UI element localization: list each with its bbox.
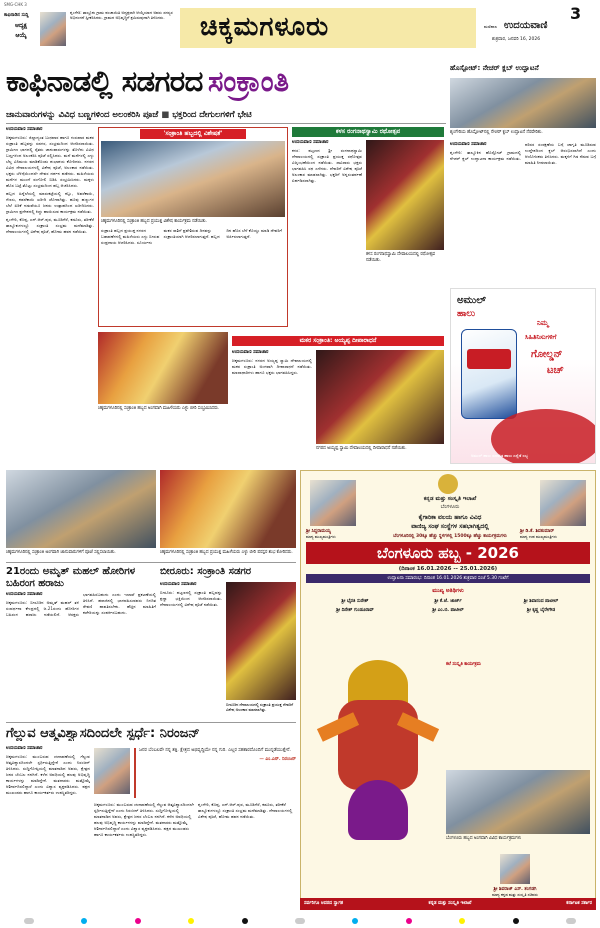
bottom-headline: ಗೆಲ್ಲುವ ಆತ್ಮವಿಶ್ವಾಸದಿಂದಲೇ ಸ್ಪರ್ಧೆ: ನಿರಂಜನ್	[6, 726, 200, 741]
amul-tagline-3: ಗೋಲ್ಡನ್	[531, 349, 563, 360]
amul-ad	[450, 288, 596, 464]
guest-list	[306, 598, 590, 613]
amul-tagline-4: ಟಚ್	[547, 365, 564, 376]
amul-tagline-1: ನಿಮ್ಮ	[537, 319, 549, 327]
amul-brand: ಅಮುಲ್	[457, 295, 486, 306]
portrait-photo	[40, 12, 66, 46]
event-footer-right: ಕರ್ನಾಟಕ ಸರ್ಕಾರ	[566, 901, 592, 906]
minister-title: ಮಾನ್ಯ ಕನ್ನಡ ಮತ್ತು ಸಂಸ್ಕೃತಿ ಸಚಿವರು	[492, 892, 538, 897]
date-line: ಶುಕ್ರವಾರ, ಜನವರಿ 16, 2026	[492, 37, 541, 42]
festival-dates: (ದಿನಾಂಕ 16.01.2026 -- 25.01.2026)	[398, 566, 498, 572]
event-photo-caption2: ಕಲೆ ಸಂಸ್ಕೃತಿ ಕಾರ್ಯಕ್ರಮ	[446, 662, 481, 667]
dcm-photo	[540, 480, 586, 526]
amul-pack-red	[467, 349, 511, 369]
box-body: ಸಂಕ್ರಾಂತಿ ಹಬ್ಬದ ಪ್ರಯುಕ್ತ ನಗರದ ಬಡಾವಣೆಗಳಲ್ಲಿ ಮಹಿಳೆಯರು ಎಳ್ಳು ಬೀರುವ ಸಂಪ್ರದಾಯ ಆಚರಿಸಿದರು. ಸೂರ್ಯನು ಮಕರ ರಾಶಿಗೆ ಪ್ರವೇಶಿಸುವ ದಿನವನ್ನು ಸಂಕ್ರಾಂತಿಯಾಗಿ ಆಚರಿಸಲಾಗುತ್ತದೆ. ಹಬ್ಬದ ದಿನ ಹೊಸ ಬೆಳೆ ಕೊಯ್ಲು ಮಾಡಿ ದೇವರಿಗೆ ಅರ್ಪಿಸಲಾಗುತ್ತದೆ.	[101, 228, 282, 245]
bottom-byline: ಉದಯವಾಣಿ ಸಮಾಚಾರ	[6, 746, 43, 751]
biruru-body: ಬೀರೂರು: ಪಟ್ಟಣದಲ್ಲಿ ಸಂಕ್ರಾಂತಿ ಹಬ್ಬವನ್ನು ಶ್ರದ್ಧಾ ಭಕ್ತಿಯಿಂದ ಆಚರಿಸಲಾಯಿತು. ದೇವಾಲಯಗಳಲ್ಲಿ ವಿಶೇಷ ಪೂಜೆ ನಡೆಯಿತು.	[160, 590, 222, 607]
registration-marks	[0, 914, 600, 928]
event-footer-mid: ಕನ್ನಡ ಮತ್ತು ಸಂಸ್ಕೃತಿ ಇಲಾಖೆ	[428, 901, 472, 906]
edition-code: SMG-CHK 3	[4, 2, 27, 7]
event-org4: ವಾಣಿಜ್ಯ ಸಂಘ ಸಂಸ್ಥೆಗಳ ಸಹಭಾಗಿತ್ವದಲ್ಲಿ	[411, 523, 489, 530]
biruru-title: ಬೀರೂರು: ಸಂಕ್ರಾಂತಿ ಸಡಗರ	[160, 566, 252, 577]
amul-tagline-2: ಸಿಹಿತಿನಿಸುಗಳಿಗೆ	[525, 333, 557, 341]
event-photo-caption: ಬೆಂಗಳೂರು ಹಬ್ಬದ ಅಂಗವಾಗಿ ವಿವಿಧ ಕಾರ್ಯಕ್ರಮಗಳು	[446, 836, 522, 841]
bottom-rule	[6, 722, 296, 723]
box-title: 'ಸಂಕ್ರಾಂತಿ ಹಬ್ಬದಲ್ಲಿ ವಿಶೇಷತೆ'	[140, 129, 246, 139]
event-footer-left: ಸರ್ವರಿಗೂ ಆದರದ ಸ್ವಾಗತ	[304, 901, 344, 906]
hostel-caption: ಶೃಂಗೇರಿಯ ಹೊಸ್ಪೋಟ್‌ನಲ್ಲಿ ನೇಚರ್ ಕ್ಲಬ್ ಉದ್ಘಾಟನೆ ನೆರವೇರಿತು.	[450, 130, 543, 135]
main-headline	[6, 64, 446, 106]
ayyappa-body: ಚಿಕ್ಕಮಗಳೂರು: ನಗರದ ಅಯ್ಯಪ್ಪ ಸ್ವಾಮಿ ದೇವಾಲಯದಲ್ಲಿ ಮಕರ ಸಂಕ್ರಾಂತಿ ಅಂಗವಾಗಿ ದೀಪಾರಾಧನೆ ನಡೆಯಿತು. ಮಾಲಾಧಾರಿಗಳು ಹಾಗೂ ಭಕ್ತರು ಭಾಗವಹಿಸಿದ್ದರು.	[232, 358, 312, 375]
biruru-col	[160, 582, 222, 710]
guest-name: ಶ್ರೀ ಕೃಷ್ಣ ಬೈರೇಗೌಡ	[526, 608, 556, 613]
group-photo-right-caption: ಚಿಕ್ಕಮಗಳೂರಿನಲ್ಲಿ ಸಂಕ್ರಾಂತಿ ಹಬ್ಬದ ಪ್ರಯುಕ್ತ ಮಹಿಳೆಯರು ಎಳ್ಳು ಬೀರಿ ಪರಸ್ಪರ ಶುಭ ಕೋರಿದರು.	[160, 550, 293, 555]
city-title: ಚಿಕ್ಕಮಗಳೂರು	[200, 12, 330, 42]
temple-photo-caption: ಕಳಸ ರಂಗನಾಥಸ್ವಾಮಿ ದೇವಾಲಯದಲ್ಲಿ ರಥೋತ್ಸವ ನಡೆಯಿತು.	[366, 252, 436, 263]
women-photo-caption: ಚಿಕ್ಕಮಗಳೂರಿನಲ್ಲಿ ಸಂಕ್ರಾಂತಿ ಹಬ್ಬದ ಅಂಗವಾಗಿ ಮಹಿಳೆಯರು ಎಳ್ಳು ಬೀರಿ ಸಂಭ್ರಮಿಸಿದರು.	[98, 406, 220, 411]
ambulance-title: 21ರಂದು ಅಮೃತ್ ಮಹಲ್ ಹೋರಿಗಳ ಬಹಿರಂಗ ಹರಾಜು	[6, 566, 136, 589]
sankranti-photo-caption: ಚಿಕ್ಕಮಗಳೂರಿನಲ್ಲಿ ಸಂಕ್ರಾಂತಿ ಹಬ್ಬದ ಪ್ರಯುಕ್ತ ವಿಶೇಷ ಕಾರ್ಯಕ್ರಮ ನಡೆಯಿತು.	[101, 219, 208, 224]
guest-heading: ಮುಖ್ಯ ಅತಿಥಿಗಳು	[432, 588, 464, 594]
event-org3: ಕೈಗಾರಿಕಾ ವಲಯ ಹಾಗೂ ವಿವಿಧ	[418, 514, 482, 521]
main-story-col1	[6, 127, 94, 457]
subhead-1: ಜಾನುವಾರುಗಳನ್ನು ವಿವಿಧ ಬಣ್ಣಗಳಿಂದ ಅಲಂಕರಿಸಿ ಪೂಜೆ	[6, 110, 159, 120]
ambulance-byline: ಉದಯವಾಣಿ ಸಮಾಚಾರ	[6, 592, 43, 597]
temple-title: ಕಳಸ ರಂಗನಾಥಸ್ವಾಮಿ ರಥೋತ್ಸವ	[292, 127, 444, 137]
subhead-sep: ■	[161, 110, 170, 120]
headline-part2: ಸಂಕ್ರಾಂತಿ	[207, 64, 289, 98]
biruru-byline: ಉದಯವಾಣಿ ಸಮಾಚಾರ	[160, 582, 197, 587]
paper-prefix: ಮಣಿಪಾಲ	[484, 24, 498, 29]
event-ad-seal	[438, 474, 458, 494]
paper-name: ಉದಯವಾಣಿ	[504, 20, 548, 31]
guest-name: ಶ್ರೀ ಭೈರತಿ ಸುರೇಶ್	[341, 599, 369, 604]
hostel-body-wrap	[450, 142, 596, 284]
guest-name: ಶ್ರೀ ಕೆ.ಜೆ. ಜಾರ್ಜ್	[434, 599, 462, 604]
bottom-col3: ಶೃಂಗೇರಿ, ಕೊಪ್ಪ, ಎನ್.ಆರ್.ಪುರ, ಮೂಡಿಗೆರೆ, ಕಡೂರು, ತರೀಕೆರೆ ತಾಲ್ಲೂಕುಗಳಲ್ಲೂ ಸಂಕ್ರಾಂತಿ ಸಂಭ್ರಮ ಮನೆಮಾಡಿತ್ತು. ದೇವಾಲಯಗಳಲ್ಲಿ ವಿಶೇಷ ಪೂಜೆ, ಹೋಮ ಹವನ ನಡೆಯಿತು.	[198, 802, 293, 819]
guest-name: ಶ್ರೀ ಶಿವಾನಂದ ಪಾಟೀಲ್	[523, 599, 559, 604]
inaug-line: ಉದ್ಘಾಟನಾ ಸಮಾರಂಭ: ದಿನಾಂಕ 16.01.2026 ಶುಕ್ರವಾರ ಸಂಜೆ 5.30 ಗಂಟೆಗೆ	[387, 576, 509, 581]
cm-name: ಶ್ರೀ ಸಿದ್ದರಾಮಯ್ಯ	[306, 529, 331, 534]
group-photo-left	[6, 470, 156, 548]
ayyappa-photo-caption: ನಗರದ ಅಯ್ಯಪ್ಪ ಸ್ವಾಮಿ ದೇವಾಲಯದಲ್ಲಿ ದೀಪಾರಾಧನೆ ನಡೆಯಿತು.	[316, 446, 407, 451]
quote-author: — ಎಂ.ಎನ್. ನಿರಂಜನ್	[259, 757, 296, 762]
minister-photo	[500, 854, 530, 884]
hostel-title: ಹೊಸ್ಪೋಟ್: ನೇಚರ್ ಕ್ಲಬ್ ಉದ್ಘಾಟನೆ	[450, 64, 539, 72]
lower-rule	[6, 562, 296, 563]
quote-text: ಜನರ ಬೆಂಬಲವೇ ನನ್ನ ಶಕ್ತಿ. ಕ್ಷೇತ್ರದ ಅಭಿವೃದ್ಧಿಯೇ ನನ್ನ ಗುರಿ. ಎಲ್ಲರ ಸಹಕಾರದೊಂದಿಗೆ ಮುನ್ನಡೆಯುತ್ತೇನೆ.	[139, 748, 292, 753]
amul-pack	[461, 329, 517, 419]
headline-rule	[6, 123, 446, 124]
obit-sub: ಆಯ್ಕೆ	[15, 32, 27, 39]
obit-name: ಆದ್ಯಕ್ಷ	[15, 22, 27, 29]
event-org2: ಬೆಂಗಳೂರು	[440, 504, 460, 510]
dcm-name: ಶ್ರೀ ಡಿ.ಕೆ. ಶಿವಕುಮಾರ್	[520, 529, 555, 534]
group-photo-left-caption: ಚಿಕ್ಕಮಗಳೂರಿನಲ್ಲಿ ಸಂಕ್ರಾಂತಿ ಅಂಗವಾಗಿ ಜಾನುವಾರುಗಳಿಗೆ ಪೂಜೆ ಸಲ್ಲಿಸಲಾಯಿತು.	[6, 550, 116, 555]
hostel-byline: ಉದಯವಾಣಿ ಸಮಾಚಾರ	[450, 142, 487, 147]
obit-label: ಕಾಫಿನಾಡಿನ ಸುದ್ದಿ	[4, 13, 29, 18]
cm-title: ಮಾನ್ಯ ಮುಖ್ಯಮಂತ್ರಿಗಳು	[306, 534, 336, 539]
page-number: 3	[570, 4, 582, 23]
main-body2: ಹಬ್ಬದ ಹಿನ್ನೆಲೆಯಲ್ಲಿ ಮಾರುಕಟ್ಟೆಯಲ್ಲಿ ಕಬ್ಬು, ಅವರೆಕಾಯಿ, ಗೆಣಸು, ಕಡಲೆಕಾಯಿ ಖರೀದಿ ಜೋರಾಗಿತ್ತು. ಹೂವು ಹಣ್ಣುಗಳ ಬೆಲೆ ಏರಿಕೆ ನಡುವೆಯೂ ಜನರು ಉತ್ಸಾಹದಿಂದ ಖರೀದಿಸಿದರು. ಗ್ರಾಮೀಣ ಪ್ರದೇಶದಲ್ಲಿ ಕಿಚ್ಚು ಹಾಯಿಸುವ ಕಾರ್ಯಕ್ರಮ ನಡೆಯಿತು.	[6, 191, 94, 214]
amul-product: ಹಾಲು	[457, 309, 476, 319]
hostel-body: ಶೃಂಗೇರಿ: ತಾಲ್ಲೂಕಿನ ಹೊಸ್ಪೋಟ್ ಗ್ರಾಮದಲ್ಲಿ ನೇಚರ್ ಕ್ಲಬ್ ಉದ್ಘಾಟನಾ ಕಾರ್ಯಕ್ರಮ ನಡೆಯಿತು. ಪರಿಸರ ಸಂರಕ್ಷಣೆಯ ಬಗ್ಗೆ ಜಾಗೃತಿ ಮೂಡಿಸುವ ಉದ್ದೇಶದಿಂದ ಕ್ಲಬ್ ಆರಂಭಿಸಲಾಗಿದೆ ಎಂದು ಆಯೋಜಕರು ತಿಳಿಸಿದರು. ಮಕ್ಕಳಿಗೆ ಗಿಡ ನೆಡುವ ಬಗ್ಗೆ ಮಾಹಿತಿ ನೀಡಲಾಯಿತು.	[450, 142, 596, 165]
hostel-photo	[450, 78, 596, 128]
biruru-photo-caption: ಬೀರೂರಿನ ದೇವಾಲಯದಲ್ಲಿ ಸಂಕ್ರಾಂತಿ ಪ್ರಯುಕ್ತ ದೇವರಿಗೆ ವಿಶೇಷ ಅಲಂಕಾರ ಮಾಡಲಾಗಿತ್ತು.	[226, 702, 294, 712]
ayyappa-photo	[316, 350, 444, 444]
main-byline: ಉದಯವಾಣಿ ಸಮಾಚಾರ	[6, 127, 43, 132]
obit-text: ಶೃಂಗೇರಿ: ತಾಲ್ಲೂಕು ಗ್ರಾಮ ಪಂಚಾಯಿತಿ ಅಧ್ಯಕ್ಷರಾಗಿ ಆಯ್ಕೆಯಾದ ಅವರು ಸದಸ್ಯರ ಅಭಿನಂದನೆ ಸ್ವೀಕರಿಸಿದರು. ಗ್ರಾಮದ ಅಭಿವೃದ್ಧಿಗೆ ಶ್ರಮಿಸುವುದಾಗಿ ತಿಳಿಸಿದರು.	[70, 10, 173, 21]
temple-body: ಕಳಸ: ಪಟ್ಟಣದ ಶ್ರೀ ರಂಗನಾಥಸ್ವಾಮಿ ದೇವಾಲಯದಲ್ಲಿ ಸಂಕ್ರಾಂತಿ ಪ್ರಯುಕ್ತ ರಥೋತ್ಸವ ವಿಜೃಂಭಣೆಯಿಂದ ನಡೆಯಿತು. ಸಾವಿರಾರು ಭಕ್ತರು ಭಾಗವಹಿಸಿ ರಥ ಎಳೆದರು. ದೇವರಿಗೆ ವಿಶೇಷ ಪೂಜೆ ಅಲಂಕಾರ ಮಾಡಲಾಗಿತ್ತು. ಭಕ್ತರಿಗೆ ಅನ್ನಸಂತರ್ಪಣೆ ಏರ್ಪಡಿಸಲಾಗಿತ್ತು.	[292, 148, 362, 183]
guest-name: ಶ್ರೀ ಎಂ.ಬಿ. ಪಾಟೀಲ್	[432, 608, 464, 613]
bottom-body: ಚಿಕ್ಕಮಗಳೂರು: ಮುಂಬರುವ ಚುನಾವಣೆಯಲ್ಲಿ ಗೆಲ್ಲುವ ಆತ್ಮವಿಶ್ವಾಸದಿಂದಲೇ ಸ್ಪರ್ಧಿಸುತ್ತಿದ್ದೇನೆ ಎಂದು ನಿರಂಜನ್ ತಿಳಿಸಿದರು. ಸುದ್ದಿಗೋಷ್ಠಿಯಲ್ಲಿ ಮಾತನಾಡಿದ ಅವರು, ಕ್ಷೇತ್ರದ ಜನರ ಬೆಂಬಲ ನನಗಿದೆ. ಕಳೆದ ಅವಧಿಯಲ್ಲಿ ಹಲವು ಅಭಿವೃದ್ಧಿ ಕಾರ್ಯಗಳನ್ನು ಮಾಡಿದ್ದೇನೆ. ಮತದಾರರು ಮತ್ತೊಮ್ಮೆ ಆಶೀರ್ವದಿಸಲಿದ್ದಾರೆ ಎಂದು ವಿಶ್ವಾಸ ವ್ಯಕ್ತಪಡಿಸಿದರು. ಪಕ್ಷದ ಮುಖಂಡರು ಹಾಗೂ ಕಾರ್ಯಕರ್ತರು ಉಪಸ್ಥಿತರಿದ್ದರು.	[6, 754, 90, 795]
temple-byline: ಉದಯವಾಣಿ ಸಮಾಚಾರ	[292, 140, 329, 145]
bottom-col1	[6, 746, 90, 914]
festival-title: ಬೆಂಗಳೂರು ಹಬ್ಬ - 2026	[377, 544, 519, 562]
event-info-line: ಬೆಂಗಳೂರಿನಲ್ಲಿ 30ಕ್ಕೂ ಹೆಚ್ಚು ಸ್ಥಳಗಳಲ್ಲಿ 1500ಕ್ಕೂ ಹೆಚ್ಚು ಕಾರ್ಯಕ್ರಮಗಳು	[393, 534, 507, 539]
biruru-photo	[226, 582, 296, 700]
niranjan-photo	[94, 748, 130, 794]
women-photo	[98, 332, 228, 404]
ambulance-body: ಚಿಕ್ಕಮಗಳೂರು: ಬೀರೂರಿನ ಅಮೃತ್ ಮಹಲ್ ತಳಿ ಸಂವರ್ಧನಾ ಕೇಂದ್ರದಲ್ಲಿ ಜ.21ರಂದು ಹೋರಿಗಳ ಬಹಿರಂಗ ಹರಾಜು ನಡೆಯಲಿದೆ. ಆಸಕ್ತರು ಭಾಗವಹಿಸಬಹುದು ಎಂದು ಇಲಾಖೆ ಪ್ರಕಟಣೆಯಲ್ಲಿ ತಿಳಿಸಿದೆ. ಹರಾಜಿನಲ್ಲಿ ಭಾಗವಹಿಸುವವರು ನಿಗದಿತ ಠೇವಣಿ ಪಾವತಿಸಬೇಕು. ಹೆಚ್ಚಿನ ಮಾಹಿತಿಗೆ ಕಚೇರಿಯನ್ನು ಸಂಪರ್ಕಿಸಬಹುದು.	[6, 592, 156, 617]
main-subhead	[6, 110, 446, 120]
event-org1: ಕನ್ನಡ ಮತ್ತು ಸಂಸ್ಕೃತಿ ಇಲಾಖೆ	[423, 496, 477, 502]
ayyappa-byline: ಉದಯವಾಣಿ ಸಮಾಚಾರ	[232, 350, 269, 355]
event-photo	[446, 770, 590, 834]
ambulance-col	[6, 592, 156, 712]
sankranti-photo	[101, 141, 285, 217]
guest-name: ಶ್ರೀ ದಿನೇಶ್ ಗುಂಡೂರಾವ್	[336, 608, 374, 613]
bottom-col2: ಚಿಕ್ಕಮಗಳೂರು: ಮುಂಬರುವ ಚುನಾವಣೆಯಲ್ಲಿ ಗೆಲ್ಲುವ ಆತ್ಮವಿಶ್ವಾಸದಿಂದಲೇ ಸ್ಪರ್ಧಿಸುತ್ತಿದ್ದೇನೆ ಎಂದು ನಿರಂಜನ್ ತಿಳಿಸಿದರು. ಸುದ್ದಿಗೋಷ್ಠಿಯಲ್ಲಿ ಮಾತನಾಡಿದ ಅವರು, ಕ್ಷೇತ್ರದ ಜನರ ಬೆಂಬಲ ನನಗಿದೆ. ಕಳೆದ ಅವಧಿಯಲ್ಲಿ ಹಲವು ಅಭಿವೃದ್ಧಿ ಕಾರ್ಯಗಳನ್ನು ಮಾಡಿದ್ದೇನೆ. ಮತದಾರರು ಮತ್ತೊಮ್ಮೆ ಆಶೀರ್ವದಿಸಲಿದ್ದಾರೆ ಎಂದು ವಿಶ್ವಾಸ ವ್ಯಕ್ತಪಡಿಸಿದರು. ಪಕ್ಷದ ಮುಖಂಡರು ಹಾಗೂ ಕಾರ್ಯಕರ್ತರು ಉಪಸ್ಥಿತರಿದ್ದರು.	[94, 802, 194, 837]
quote-box	[134, 748, 296, 798]
ayyappa-col	[232, 350, 312, 458]
headline-part1: ಕಾಫಿನಾಡಲ್ಲಿ ಸಡಗರದ	[6, 64, 203, 98]
subhead-2: ಭಕ್ತರಿಂದ ದೇಗುಲಗಳಿಗೆ ಭೇಟಿ	[172, 110, 252, 120]
amul-footer: ಅಮುಲ್ ಹಾಲು ಸುವಾಸಿತ ಹಾಲು ಎಲ್ಲೆಡೆ ಲಭ್ಯ	[471, 453, 529, 458]
cm-photo	[310, 480, 356, 526]
main-body3: ಶೃಂಗೇರಿ, ಕೊಪ್ಪ, ಎನ್.ಆರ್.ಪುರ, ಮೂಡಿಗೆರೆ, ಕಡೂರು, ತರೀಕೆರೆ ತಾಲ್ಲೂಕುಗಳಲ್ಲೂ ಸಂಕ್ರಾಂತಿ ಸಂಭ್ರಮ ಮನೆಮಾಡಿತ್ತು. ದೇವಾಲಯಗಳಲ್ಲಿ ವಿಶೇಷ ಪೂಜೆ, ಹೋಮ ಹವನ ನಡೆಯಿತು.	[6, 217, 94, 234]
main-body: ಚಿಕ್ಕಮಗಳೂರು: ಜಿಲ್ಲಾದ್ಯಂತ ಬುಧವಾರ ಹಾಗೂ ಗುರುವಾರ ಮಕರ ಸಂಕ್ರಾಂತಿ ಹಬ್ಬವನ್ನು ಸಡಗರ, ಸಂಭ್ರಮದಿಂದ ಆಚರಿಸಲಾಯಿತು. ಗ್ರಾಮೀಣ ಭಾಗದಲ್ಲಿ ರೈತರು ಜಾನುವಾರುಗಳನ್ನು ತೊಳೆದು ವಿವಿಧ ಬಣ್ಣಗಳಿಂದ ಅಲಂಕರಿಸಿ ಪೂಜೆ ಸಲ್ಲಿಸಿದರು. ಮನೆ ಮನೆಗಳಲ್ಲಿ ಎಳ್ಳು ಬೆಲ್ಲ ವಿನಿಮಯ ಮಾಡಿಕೊಂಡು ಶುಭಾಶಯ ಕೋರಿದರು. ನಗರದ ವಿವಿಧ ದೇವಾಲಯಗಳಲ್ಲಿ ವಿಶೇಷ ಪೂಜೆ, ಅಲಂಕಾರ ನಡೆಯಿತು. ಭಕ್ತರು ಬೆಳಿಗ್ಗೆಯಿಂದಲೇ ದೇವರ ದರ್ಶನ ಪಡೆದರು. ಮಹಿಳೆಯರು ಮನೆಗಳ ಮುಂದೆ ರಂಗೋಲಿ ಬಿಡಿಸಿ ಸಂಭ್ರಮಿಸಿದರು. ಮಕ್ಕಳು ಹೊಸ ಬಟ್ಟೆ ತೊಟ್ಟು ಸಂಭ್ರಮದಿಂದ ಹಬ್ಬ ಆಚರಿಸಿದರು.	[6, 135, 94, 188]
group-photo-right	[160, 470, 296, 548]
ayyappa-title: ಮಕರ ಸಂಕ್ರಾಂತಿ: ಅಯ್ಯಪ್ಪ ದೀಪಾರಾಧನೆ	[232, 336, 444, 346]
dcm-title: ಮಾನ್ಯ ಉಪ ಮುಖ್ಯಮಂತ್ರಿಗಳು	[520, 534, 557, 539]
temple-photo	[366, 140, 444, 250]
dancer-illustration	[318, 660, 438, 840]
temple-col	[292, 140, 362, 282]
minister-name: ಶ್ರೀ ಶಿವರಾಜ್ ಎಸ್. ತಂಗಡಗಿ	[493, 887, 537, 892]
